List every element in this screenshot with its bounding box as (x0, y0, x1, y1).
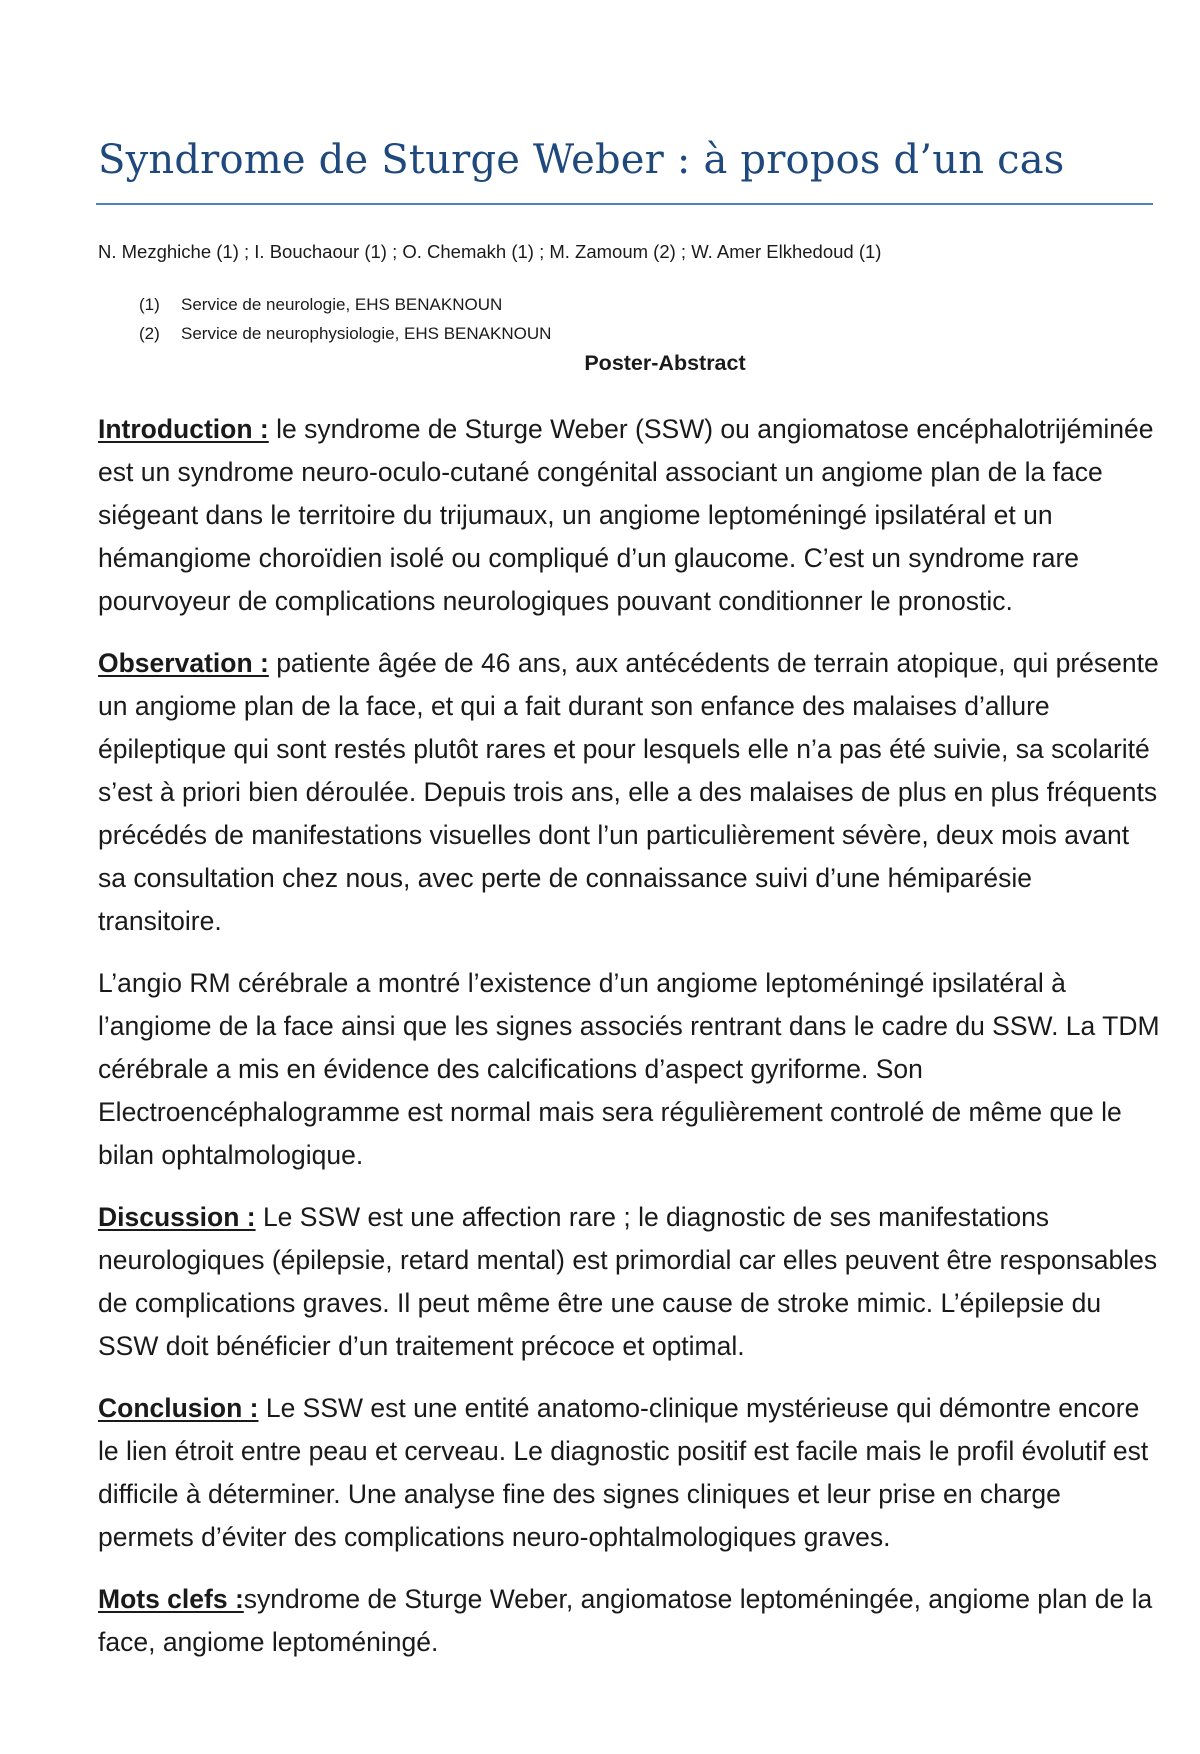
discussion-heading: Discussion : (98, 1202, 256, 1232)
affiliation-number: (2) (139, 324, 160, 343)
keywords-text: syndrome de Sturge Weber, angiomatose leptoméningée, angiome plan de la face, angiome leptoméningé. (98, 1584, 1153, 1657)
discussion-paragraph (98, 1196, 1160, 1368)
document-title: Syndrome de Sturge Weber : à propos d’un cas (98, 137, 1065, 183)
observation-paragraph (98, 642, 1160, 943)
introduction-heading: Introduction : (98, 414, 269, 444)
affiliation-item (139, 290, 551, 319)
keywords-paragraph (98, 1578, 1160, 1664)
observation-text: patiente âgée de 46 ans, aux antécédents de terrain atopique, qui présente un angiome plan de la face, et qui a fait durant son enfance des malaises d’allure épileptique qui sont restés plutôt rares et pour lesquels elle n’a pas été suivie, sa scolarité s’est à priori bien déroulée. Depuis trois ans, elle a des malaises de plus en plus fréquents précédés de manifestations visuelles dont l’un particulièrement sévère, deux mois avant sa consultation chez nous, avec perte de connaissance suivi d’une hémiparésie transitoire. (98, 648, 1159, 936)
poster-abstract-label: Poster-Abstract (584, 351, 746, 375)
abstract-body (98, 408, 1160, 1683)
introduction-paragraph (98, 408, 1160, 623)
title-underline-rule (96, 203, 1153, 205)
discussion-text: Le SSW est une affection rare ; le diagnostic de ses manifestations neurologiques (épilepsie, retard mental) est primordial car elles peuvent être responsables de complications graves. Il peut même être une cause de stroke mimic. L’épilepsie du SSW doit bénéficier d’un traitement précoce et optimal. (98, 1202, 1158, 1361)
introduction-text: le syndrome de Sturge Weber (SSW) ou angiomatose encéphalotrijéminée est un syndrome neuro-oculo-cutané congénital associant un angiome plan de la face siégeant dans le territoire du trijumaux, un angiome leptoméningé ipsilatéral et un hémangiome choroïdien isolé ou compliqué d’un glaucome. C’est un syndrome rare pourvoyeur de complications neurologiques pouvant conditionner le pronostic. (98, 414, 1154, 616)
imaging-paragraph (98, 962, 1160, 1177)
keywords-heading: Mots clefs : (98, 1584, 244, 1614)
conclusion-paragraph (98, 1387, 1160, 1559)
affiliation-item (139, 319, 551, 348)
affiliation-number: (1) (139, 295, 160, 314)
affiliation-list (139, 290, 551, 348)
conclusion-text: Le SSW est une entité anatomo-clinique mystérieuse qui démontre encore le lien étroit entre peau et cerveau. Le diagnostic positif est facile mais le profil évolutif est difficile à déterminer. Une analyse fine des signes cliniques et leur prise en charge permets d’éviter des complications neuro-ophtalmologiques graves. (98, 1393, 1149, 1552)
author-list: N. Mezghiche (1) ; I. Bouchaour (1) ; O. Chemakh (1) ; M. Zamoum (2) ; W. Amer Elkhedoud (1) (98, 241, 882, 262)
imaging-text: L’angio RM cérébrale a montré l’existence d’un angiome leptoméningé ipsilatéral à l’angiome de la face ainsi que les signes associés rentrant dans le cadre du SSW. La TDM cérébrale a mis en évidence des calcifications d’aspect gyriforme. Son Electroencéphalogramme est normal mais sera régulièrement controlé de même que le bilan ophtalmologique. (98, 968, 1160, 1170)
affiliation-text: Service de neurologie, EHS BENAKNOUN (181, 295, 503, 314)
conclusion-heading: Conclusion : (98, 1393, 259, 1423)
affiliation-text: Service de neurophysiologie, EHS BENAKNOUN (181, 324, 552, 343)
observation-heading: Observation : (98, 648, 269, 678)
